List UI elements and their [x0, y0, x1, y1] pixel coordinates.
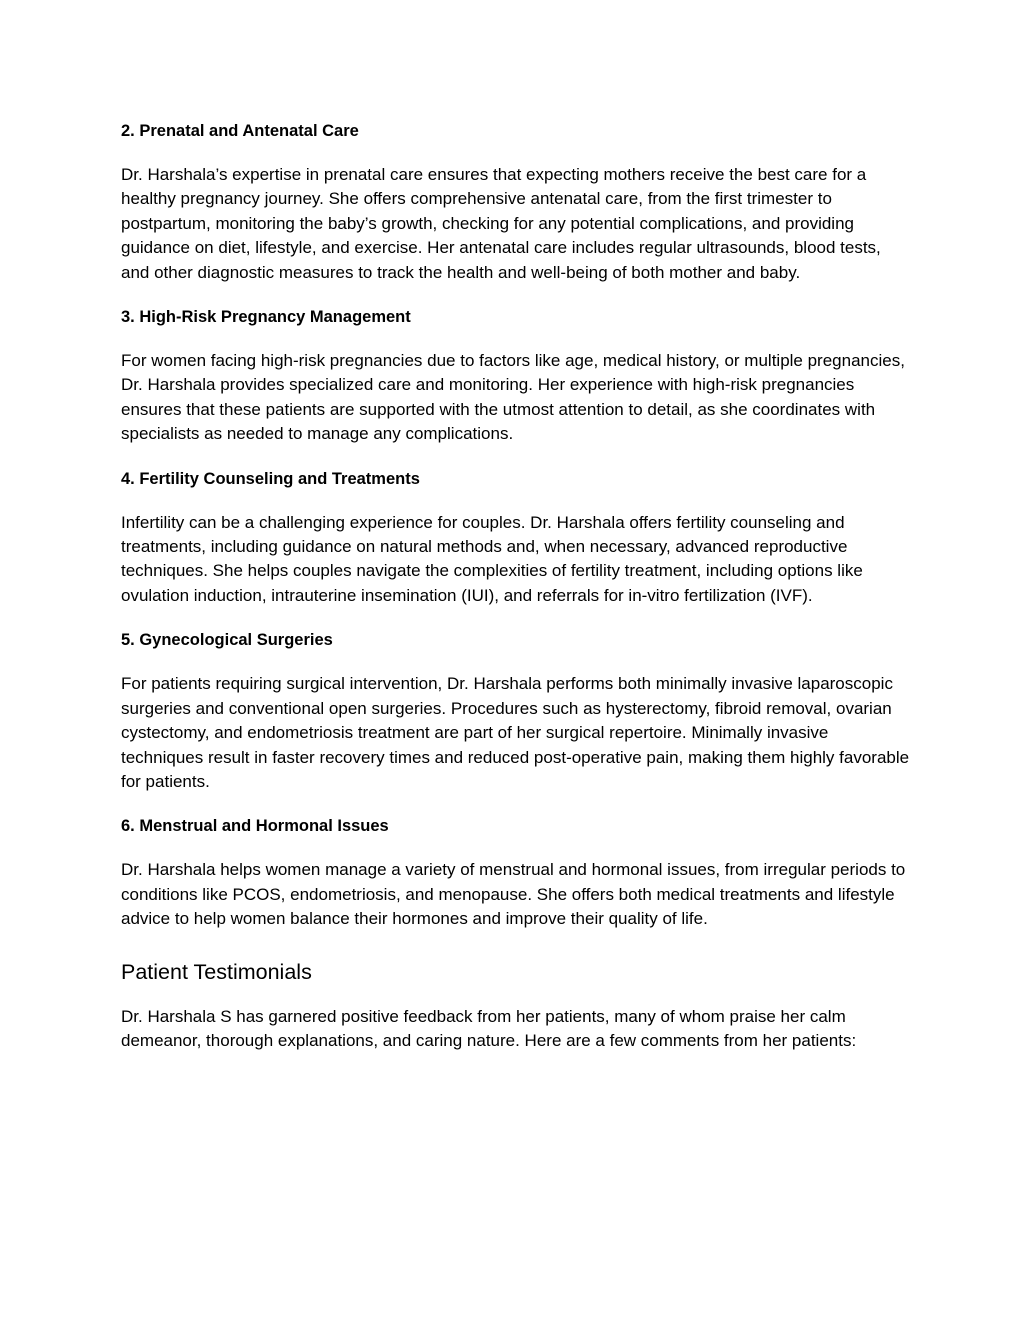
section-heading: 4. Fertility Counseling and Treatments — [121, 469, 420, 488]
section-body: For women facing high-risk pregnancies due to factors like age, medical history, or multiple pregnancies, Dr. Harshala provides specialized care and monitoring. Her experience with high-risk pregnancies ensures that these patients are supported with the utmost attention to detail, as she coordinates with specialists as needed to manage any complications. — [121, 351, 905, 444]
section-fertility — [121, 467, 911, 609]
section-gynecological-surgeries — [121, 628, 911, 794]
section-body: Infertility can be a challenging experience for couples. Dr. Harshala offers fertility counseling and treatments, including guidance on natural methods and, when necessary, advanced reproductive techniques. She helps couples navigate the complexities of fertility treatment, including options like ovulation induction, intrauterine insemination (IUI), and referrals for in-vitro fertilization (IVF). — [121, 512, 863, 605]
section-menstrual-hormonal — [121, 814, 911, 931]
section-heading: 6. Menstrual and Hormonal Issues — [121, 817, 389, 836]
section-heading: 3. High-Risk Pregnancy Management — [121, 308, 411, 327]
testimonials-body: Dr. Harshala S has garnered positive feedback from her patients, many of whom praise her calm demeanor, thorough explanations, and caring nature. Here are a few comments from her patients: — [121, 1006, 857, 1050]
section-prenatal-care — [121, 119, 911, 285]
section-heading: 5. Gynecological Surgeries — [121, 631, 333, 650]
section-body: For patients requiring surgical intervention, Dr. Harshala performs both minimally invasive laparoscopic surgeries and conventional open surgeries. Procedures such as hysterectomy, fibroid removal, ovarian cystectomy, and endometriosis treatment are part of her surgical repertoire. Minimally invasive techniques result in faster recovery times and reduced post-operative pain, making them highly favorable for patients. — [121, 674, 910, 791]
section-body: Dr. Harshala’s expertise in prenatal care ensures that expecting mothers receive the best care for a healthy pregnancy journey. She offers comprehensive antenatal care, from the first trimester to postpartum, monitoring the baby’s growth, checking for any potential complications, and providing guidance on diet, lifestyle, and exercise. Her antenatal care includes regular ultrasounds, blood tests, and other diagnostic measures to track the health and well-being of both mother and baby. — [121, 165, 881, 282]
document-page — [121, 119, 911, 1053]
testimonials-heading: Patient Testimonials — [121, 959, 312, 984]
section-heading: 2. Prenatal and Antenatal Care — [121, 122, 359, 140]
section-high-risk-pregnancy — [121, 305, 911, 447]
section-testimonials — [121, 957, 911, 1054]
section-body: Dr. Harshala helps women manage a variety of menstrual and hormonal issues, from irregular periods to conditions like PCOS, endometriosis, and menopause. She offers both medical treatments and lifestyle advice to help women balance their hormones and improve their quality of life. — [121, 860, 906, 929]
